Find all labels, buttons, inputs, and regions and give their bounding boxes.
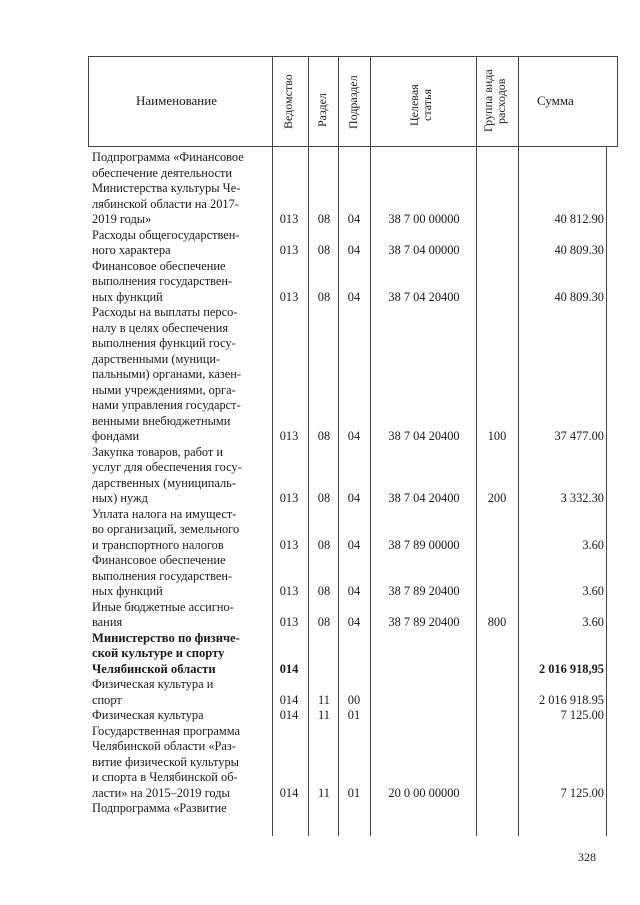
row-podrazdel: 04 xyxy=(347,429,361,443)
row-summa: 2 016 918,95 xyxy=(538,661,604,676)
row-name-line: налу в целях обеспечения xyxy=(92,320,229,335)
row-summa: 3 332.30 xyxy=(560,491,604,505)
row-razdel: 08 xyxy=(317,615,331,629)
col-divider-6 xyxy=(518,56,519,836)
row-celevaya: 38 7 89 20400 xyxy=(388,584,460,598)
row-vedomstvo: 013 xyxy=(279,491,299,505)
row-name xyxy=(92,445,268,507)
row-name-line: услуг для обеспечения госу- xyxy=(92,460,242,474)
row-name xyxy=(92,677,268,708)
row-name xyxy=(92,259,268,306)
col-divider-4 xyxy=(370,56,371,836)
row-name-line: Финансовое обеспечение xyxy=(92,258,226,273)
row-name-line: пальными) органами, казен- xyxy=(92,367,241,381)
row-name-line: Министерства культуры Че- xyxy=(92,181,241,195)
row-podrazdel: 04 xyxy=(347,491,361,505)
row-name-line: венными внебюджетными xyxy=(92,413,231,428)
row-vedomstvo: 013 xyxy=(279,615,299,629)
row-podrazdel: 04 xyxy=(347,212,361,226)
left-border xyxy=(88,56,89,146)
row-name xyxy=(92,228,268,259)
row-name-line: спорт xyxy=(92,692,122,707)
row-name-line: фондами xyxy=(92,429,140,443)
row-razdel: 11 xyxy=(318,692,330,707)
row-razdel: 08 xyxy=(317,289,331,304)
row-name-line: выполнения государствен- xyxy=(92,274,233,288)
row-podrazdel: 04 xyxy=(347,537,361,552)
row-name-line: и спорта в Челябинской об- xyxy=(92,770,238,784)
header-name: Наименование xyxy=(136,93,217,108)
row-gruppa: 100 xyxy=(487,429,507,443)
row-name-line: Закупка товаров, работ и xyxy=(92,444,224,459)
row-celevaya: 38 7 89 00000 xyxy=(388,537,460,552)
header-summa: Сумма xyxy=(537,93,574,108)
row-name xyxy=(92,150,268,228)
row-vedomstvo: 013 xyxy=(279,243,299,257)
row-name-line: 2019 годы» xyxy=(92,212,152,226)
row-summa: 2 016 918.95 xyxy=(538,692,604,707)
row-name xyxy=(92,507,268,554)
row-name-line: Уплата налога на имущест- xyxy=(92,506,237,521)
row-name-line: ных функций xyxy=(92,584,163,598)
row-name-line: обеспечение деятельности xyxy=(92,165,232,180)
row-name-line: нами управления государст- xyxy=(92,398,241,412)
row-name-line: ных) нужд xyxy=(92,491,148,505)
row-name-line: Финансовое обеспечение xyxy=(92,553,226,567)
row-name-line: Физическая культура xyxy=(92,708,204,722)
row-celevaya: 20 0 00 00000 xyxy=(388,785,460,800)
row-podrazdel: 04 xyxy=(347,289,361,304)
row-razdel: 08 xyxy=(317,491,331,505)
row-vedomstvo: 013 xyxy=(279,212,299,226)
right-border xyxy=(617,56,618,146)
row-name-line: Подпрограмма «Развитие xyxy=(92,801,227,815)
row-celevaya: 38 7 04 20400 xyxy=(388,491,460,505)
row-name-line: Физическая культура и xyxy=(92,677,214,691)
row-summa: 40 809.30 xyxy=(554,243,604,257)
row-name-line: ных функций xyxy=(92,289,163,304)
row-vedomstvo: 014 xyxy=(279,708,299,722)
row-podrazdel: 04 xyxy=(347,615,361,629)
row-name-line: Иные бюджетные ассигно- xyxy=(92,599,234,614)
col-divider-3 xyxy=(338,56,339,836)
row-name-line: Расходы на выплаты персо- xyxy=(92,305,238,319)
row-razdel: 08 xyxy=(317,537,331,552)
row-name-line: выполнения государствен- xyxy=(92,568,233,583)
row-celevaya: 38 7 00 00000 xyxy=(388,212,460,226)
row-celevaya: 38 7 04 00000 xyxy=(388,243,460,257)
header-gruppa: Группа вида расходов xyxy=(481,69,508,133)
row-name-line: вания xyxy=(92,615,123,629)
row-name-line: Государственная программа xyxy=(92,723,240,738)
row-name xyxy=(92,305,268,445)
row-gruppa: 800 xyxy=(487,615,507,629)
row-name-line: ного характера xyxy=(92,243,171,257)
row-name-line: дарственными (муници- xyxy=(92,351,221,366)
row-podrazdel: 01 xyxy=(347,785,361,800)
table-top-border xyxy=(88,56,618,57)
row-summa: 40 812.90 xyxy=(554,212,604,226)
row-name xyxy=(92,708,268,724)
row-summa: 7 125.00 xyxy=(560,708,604,722)
row-celevaya: 38 7 04 20400 xyxy=(388,429,460,443)
row-name-line: Подпрограмма «Финансовое xyxy=(92,150,244,164)
row-name-line: и транспортного налогов xyxy=(92,537,224,552)
row-name xyxy=(92,801,268,817)
header-vedomstvo: Ведомство xyxy=(281,74,295,130)
row-celevaya: 38 7 04 20400 xyxy=(388,289,460,304)
header-celevaya: Целевая статья xyxy=(407,84,434,126)
row-razdel: 08 xyxy=(317,584,331,598)
row-razdel: 08 xyxy=(317,212,331,226)
row-name xyxy=(92,631,268,678)
row-name-line: ласти» на 2015–2019 годы xyxy=(92,785,230,800)
row-vedomstvo: 013 xyxy=(279,289,299,304)
row-name-line: дарственных (муниципаль- xyxy=(92,475,236,490)
row-name-line: Челябинской области xyxy=(92,661,216,676)
row-razdel: 08 xyxy=(317,243,331,257)
row-vedomstvo: 014 xyxy=(279,785,299,800)
row-podrazdel: 04 xyxy=(347,243,361,257)
header-razdel: Раздел xyxy=(315,93,329,127)
row-vedomstvo: 013 xyxy=(279,584,299,598)
row-vedomstvo: 014 xyxy=(279,692,299,707)
col-divider-5 xyxy=(476,56,477,836)
col-divider-2 xyxy=(308,56,309,836)
row-vedomstvo: 013 xyxy=(279,537,299,552)
row-podrazdel: 04 xyxy=(347,584,361,598)
row-summa: 40 809.30 xyxy=(554,289,604,304)
row-summa: 3.60 xyxy=(582,537,604,552)
row-name-line: витие физической культуры xyxy=(92,754,239,769)
page-number: 328 xyxy=(578,850,596,864)
row-name xyxy=(92,724,268,802)
row-vedomstvo: 014 xyxy=(279,661,299,676)
row-name-line: лябинской области на 2017- xyxy=(92,196,239,211)
row-name xyxy=(92,553,268,600)
row-summa: 3.60 xyxy=(582,615,604,629)
row-razdel: 11 xyxy=(318,785,330,800)
row-summa: 7 125.00 xyxy=(560,785,604,800)
col-divider-7 xyxy=(606,146,607,836)
row-summa: 3.60 xyxy=(582,584,604,598)
header-bottom-border xyxy=(88,146,618,147)
row-name-line: Челябинской области «Раз- xyxy=(92,739,236,753)
row-name xyxy=(92,600,268,631)
row-vedomstvo: 013 xyxy=(279,429,299,443)
row-podrazdel: 00 xyxy=(347,692,361,707)
row-podrazdel: 01 xyxy=(347,708,361,722)
row-name-line: выполнения функций госу- xyxy=(92,336,236,350)
row-name-line: во организаций, земельного xyxy=(92,522,240,536)
header-podrazdel: Подраздел xyxy=(346,75,360,129)
row-name-line: Министерство по физиче- xyxy=(92,630,240,645)
row-name-line: ными учреждениями, орга- xyxy=(92,382,236,397)
row-razdel: 08 xyxy=(317,429,331,443)
row-name-line: ской культуре и спорту xyxy=(92,646,225,660)
row-razdel: 11 xyxy=(318,708,330,722)
row-summa: 37 477.00 xyxy=(554,429,604,443)
row-name-line: Расходы общегосударствен- xyxy=(92,227,240,242)
row-celevaya: 38 7 89 20400 xyxy=(388,615,460,629)
row-gruppa: 200 xyxy=(487,491,507,505)
